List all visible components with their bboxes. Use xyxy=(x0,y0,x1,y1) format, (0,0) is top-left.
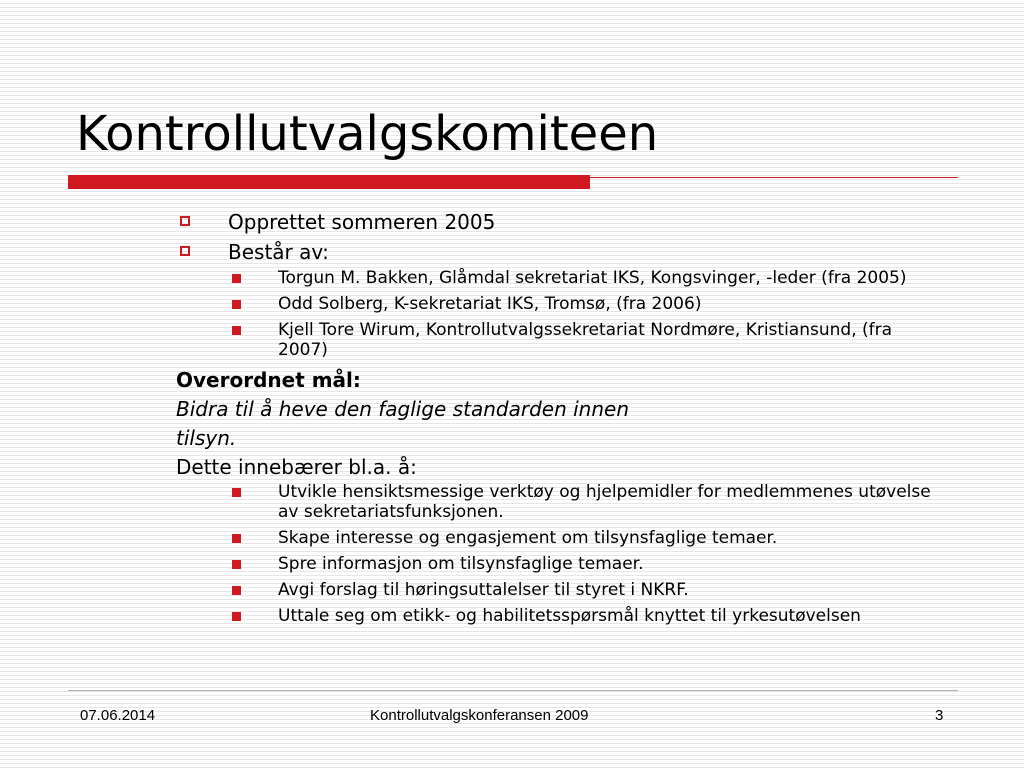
member-item xyxy=(176,320,936,360)
member-text: Kjell Tore Wirum, Kontrollutvalgssekretariat Nordmøre, Kristiansund, (fra 2007) xyxy=(278,320,893,360)
footer-event: Kontrollutvalgskonferansen 2009 xyxy=(370,707,589,724)
square-bullet-icon xyxy=(232,488,241,497)
page-number: 3 xyxy=(935,707,944,724)
goal-heading: Overordnet mål: xyxy=(176,368,361,392)
square-bullet-icon xyxy=(232,612,241,621)
square-bullet-icon xyxy=(232,326,241,335)
task-item xyxy=(176,528,936,548)
slide-body xyxy=(176,208,936,632)
goal-text-line-2: tilsyn. xyxy=(176,426,237,450)
bullet-text: Består av: xyxy=(228,240,329,264)
bullet-founded xyxy=(176,208,936,236)
task-text: Avgi forslag til høringsuttalelser til styret i NKRF. xyxy=(278,580,689,600)
hollow-square-bullet-icon xyxy=(180,216,190,226)
slide-title: Kontrollutvalgskomiteen xyxy=(76,106,659,162)
square-bullet-icon xyxy=(232,274,241,283)
member-item xyxy=(176,268,936,288)
task-item xyxy=(176,606,936,626)
task-item xyxy=(176,482,936,522)
member-item xyxy=(176,294,936,314)
task-item xyxy=(176,554,936,574)
square-bullet-icon xyxy=(232,300,241,309)
task-text: Spre informasjon om tilsynsfaglige temaer. xyxy=(278,554,644,574)
bullet-members xyxy=(176,238,936,266)
task-text: Uttale seg om etikk- og habilitetsspørsmål knyttet til yrkesutøvelsen xyxy=(278,606,861,626)
footer-divider xyxy=(68,690,958,691)
implies-text: Dette innebærer bl.a. å: xyxy=(176,455,417,479)
square-bullet-icon xyxy=(232,560,241,569)
task-text: Utvikle hensiktsmessige verktøy og hjelpemidler for medlemmenes utøvelse av sekretariatsfunksjonen. xyxy=(278,482,931,522)
task-text: Skape interesse og engasjement om tilsynsfaglige temaer. xyxy=(278,528,778,548)
title-underline-bar xyxy=(68,175,590,189)
square-bullet-icon xyxy=(232,534,241,543)
hollow-square-bullet-icon xyxy=(180,246,190,256)
goal-text-line-1: Bidra til å heve den faglige standarden innen xyxy=(176,397,629,421)
task-item xyxy=(176,580,936,600)
member-text: Odd Solberg, K-sekretariat IKS, Tromsø, (fra 2006) xyxy=(278,294,702,314)
member-text: Torgun M. Bakken, Glåmdal sekretariat IKS, Kongsvinger, -leder (fra 2005) xyxy=(278,268,907,288)
square-bullet-icon xyxy=(232,586,241,595)
footer-date: 07.06.2014 xyxy=(80,707,156,724)
title-underline-line xyxy=(590,177,958,178)
title-underline xyxy=(68,175,958,189)
bullet-text: Opprettet sommeren 2005 xyxy=(228,210,496,234)
